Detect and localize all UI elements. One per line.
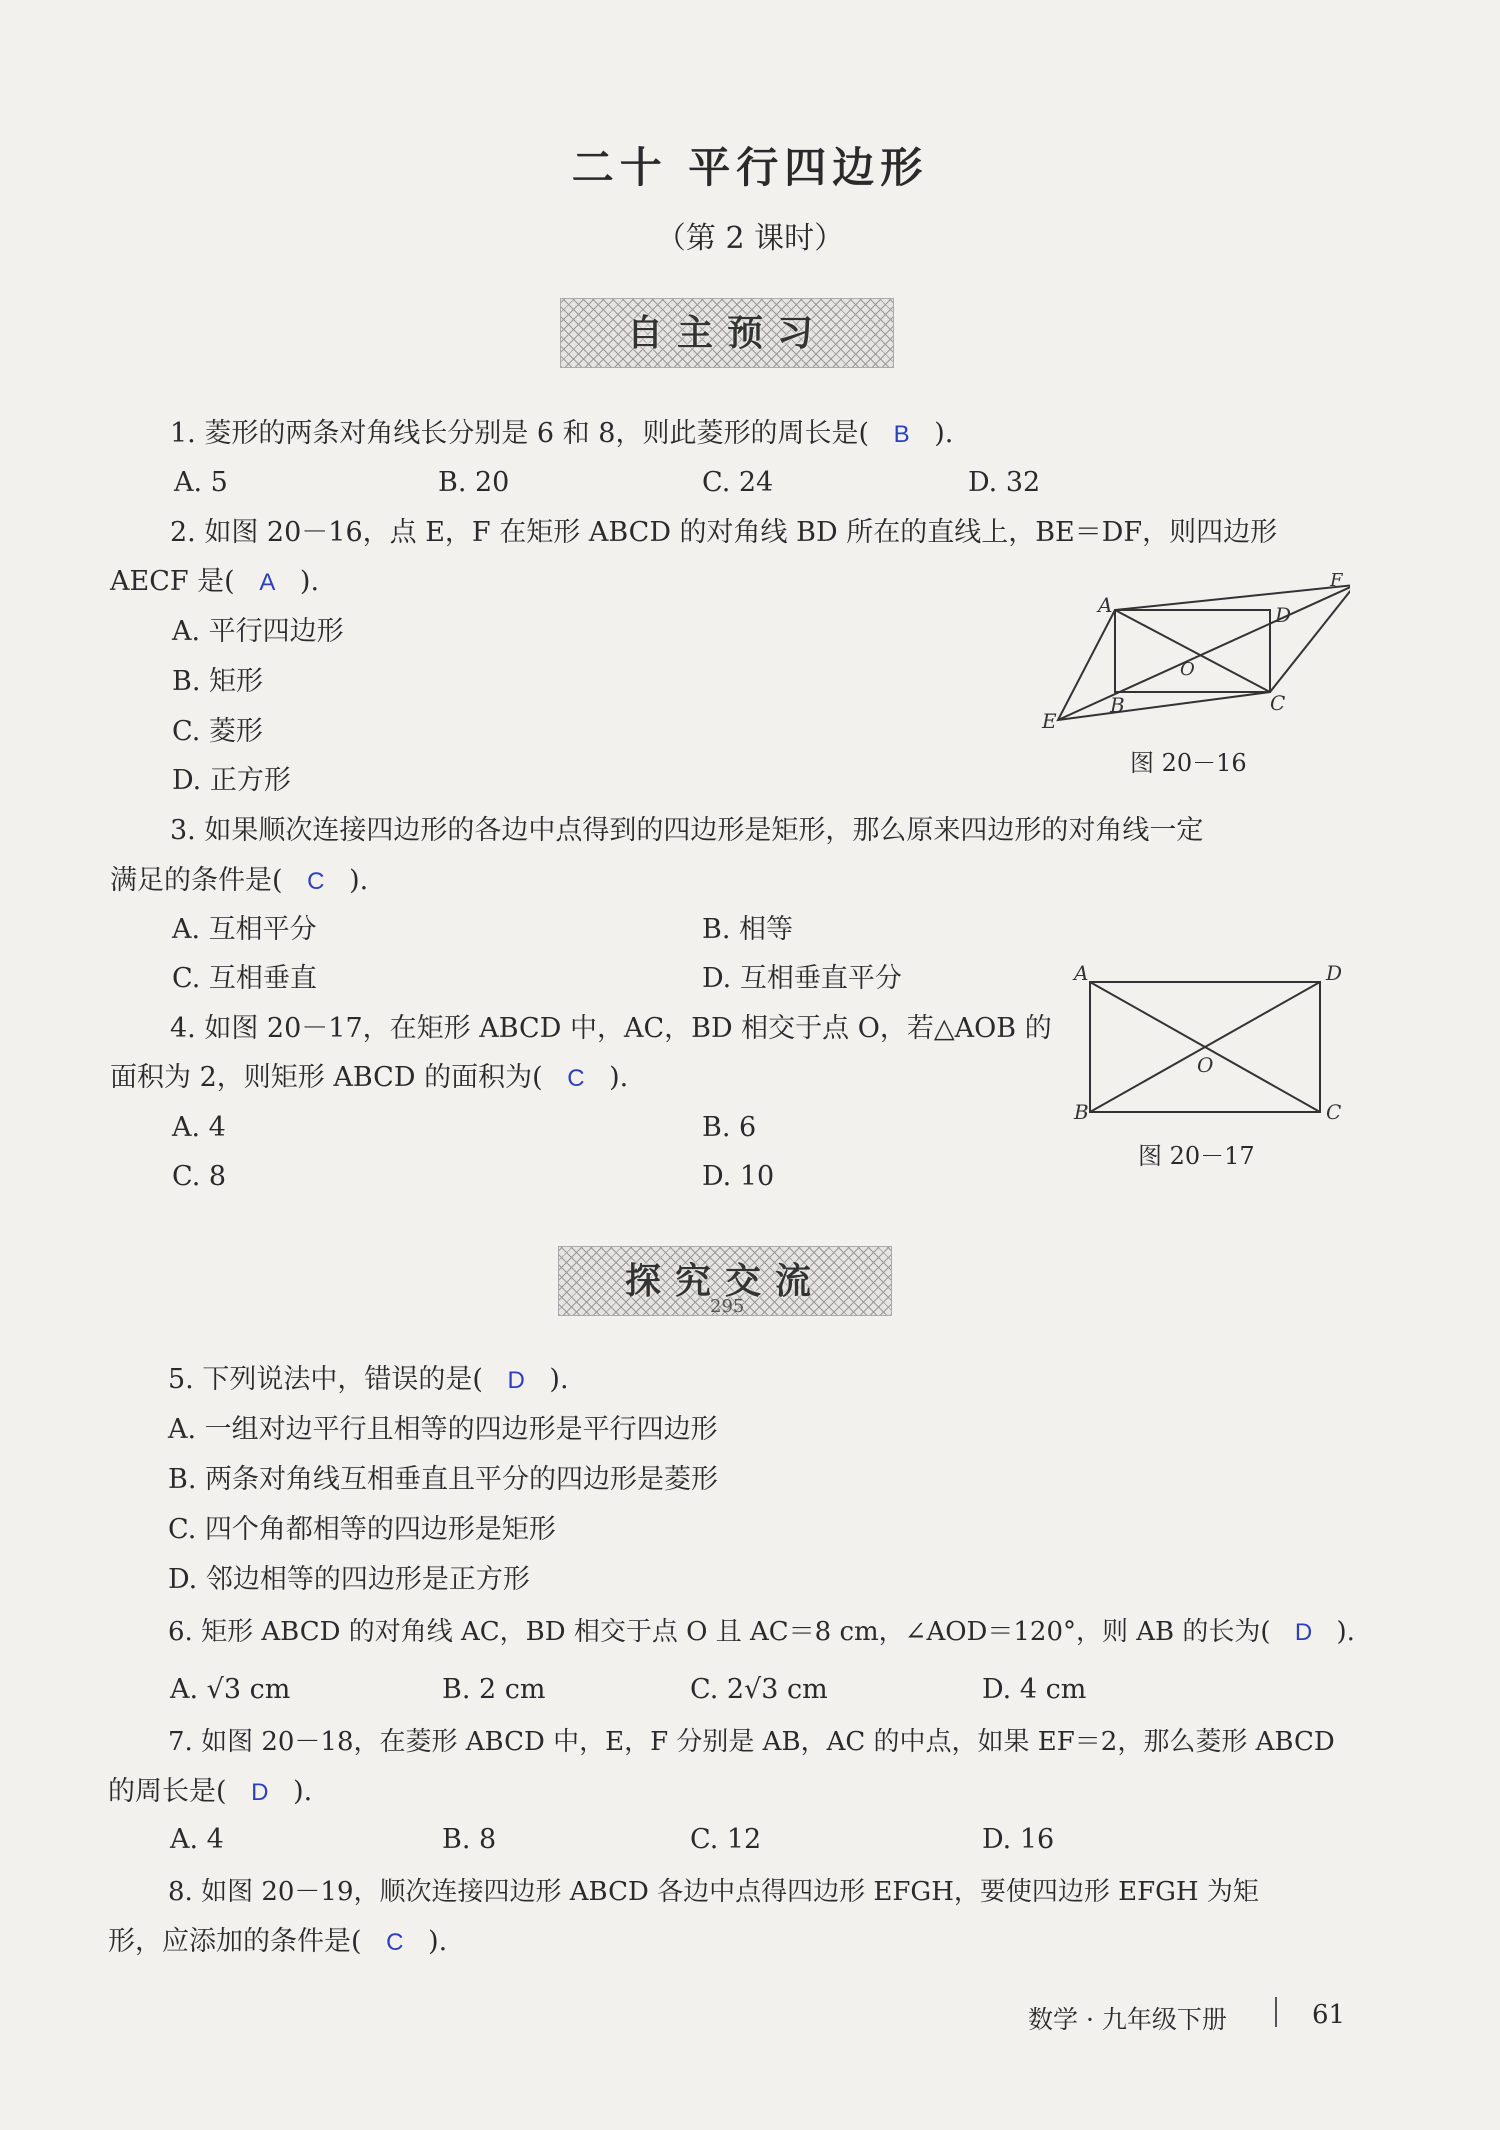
page-title: 二十 平行四边形	[571, 143, 929, 192]
label-O: O	[1197, 1053, 1214, 1077]
q4-option-b: B. 6	[702, 1112, 757, 1143]
question-1-answer: B	[893, 421, 910, 448]
q5-option-c: C. 四个角都相等的四边形是矩形	[168, 1514, 556, 1545]
question-5-answer: D	[507, 1367, 525, 1394]
question-7-text: 的周长是(	[108, 1776, 227, 1807]
question-3-close: ).	[349, 865, 369, 896]
q7-option-c: C. 12	[690, 1824, 762, 1855]
q1-option-a: A. 5	[174, 467, 228, 498]
figure-20-17	[1070, 962, 1350, 1132]
question-8-answer: C	[386, 1929, 404, 1956]
figure-20-16	[1030, 570, 1350, 740]
lesson-subtitle: （第 2 课时）	[655, 221, 845, 256]
q6-option-c: C. 2√3 cm	[690, 1674, 828, 1705]
question-2-line-2	[110, 564, 319, 601]
label-D: D	[1275, 603, 1292, 627]
q5-option-d: D. 邻边相等的四边形是正方形	[168, 1564, 530, 1595]
q1-option-c: C. 24	[702, 467, 774, 498]
question-7-close: ).	[293, 1776, 313, 1807]
label-O: O	[1180, 659, 1195, 680]
question-6	[168, 1614, 1355, 1651]
question-8-line-2	[108, 1924, 447, 1961]
q6-option-b: B. 2 cm	[442, 1674, 546, 1705]
question-1	[170, 416, 953, 453]
question-2-text: AECF 是(	[110, 566, 235, 597]
q5-option-b: B. 两条对角线互相垂直且平分的四边形是菱形	[168, 1464, 719, 1495]
question-2-close: ).	[299, 566, 320, 597]
footer-divider	[1275, 1997, 1277, 2027]
q7-option-a: A. 4	[170, 1824, 224, 1855]
q1-option-b: B. 20	[438, 467, 510, 498]
footer-book-title: 数学 · 九年级下册	[1028, 2005, 1227, 2034]
question-3-text: 满足的条件是(	[110, 865, 283, 896]
question-8-text: 形，应添加的条件是(	[108, 1926, 362, 1957]
label-D: D	[1326, 962, 1343, 985]
question-5	[168, 1362, 569, 1399]
section-banner-preview	[560, 298, 894, 368]
question-1-close: ).	[934, 418, 954, 449]
label-A: A	[1098, 593, 1113, 617]
q3-option-a: A. 互相平分	[172, 914, 317, 945]
question-4-close: ).	[609, 1062, 629, 1093]
label-F: F	[1330, 570, 1343, 591]
q7-option-b: B. 8	[442, 1824, 497, 1855]
question-2-line-1: 2. 如图 20－16，点 E，F 在矩形 ABCD 的对角线 BD 所在的直线上，BE＝DF，则四边形	[170, 517, 1278, 548]
question-3-line-2	[110, 863, 368, 900]
question-7-line-2	[108, 1774, 312, 1811]
question-4-answer: C	[567, 1065, 585, 1092]
question-6-close: ).	[1336, 1617, 1355, 1647]
q3-option-c: C. 互相垂直	[172, 963, 317, 994]
figure-20-16-caption: 图 20－16	[1130, 749, 1247, 777]
question-2-answer: A	[259, 569, 276, 596]
question-3-answer: C	[307, 868, 325, 895]
question-6-answer: D	[1294, 1619, 1313, 1646]
label-C: C	[1326, 1100, 1342, 1124]
question-8-line-1: 8. 如图 20－19，顺次连接四边形 ABCD 各边中点得四边形 EFGH，要使四边形 EFGH 为矩	[168, 1877, 1259, 1907]
q1-option-d: D. 32	[968, 467, 1041, 498]
q2-option-d: D. 正方形	[172, 765, 291, 796]
label-E: E	[1042, 709, 1057, 733]
label-B: B	[1110, 693, 1125, 717]
section-title-preview: 自主预习	[626, 312, 827, 354]
figure-20-17-caption: 图 20－17	[1138, 1142, 1255, 1170]
q7-option-d: D. 16	[982, 1824, 1055, 1855]
q3-option-b: B. 相等	[702, 914, 794, 945]
question-4-line-2	[110, 1060, 628, 1097]
question-7-answer: D	[251, 1779, 269, 1806]
q5-option-a: A. 一组对边平行且相等的四边形是平行四边形	[168, 1414, 718, 1445]
question-3-line-1: 3. 如果顺次连接四边形的各边中点得到的四边形是矩形，那么原来四边形的对角线一定	[170, 815, 1204, 846]
page-number: 61	[1312, 2000, 1346, 2030]
q6-option-d: D. 4 cm	[982, 1674, 1087, 1705]
label-A: A	[1074, 962, 1089, 985]
question-5-close: ).	[549, 1364, 569, 1395]
label-B: B	[1074, 1100, 1089, 1124]
question-6-text: 6. 矩形 ABCD 的对角线 AC，BD 相交于点 O 且 AC＝8 cm，∠AOD＝120°，则 AB 的长为(	[168, 1617, 1271, 1647]
section-title-explore: 探究交流	[624, 1260, 825, 1302]
q4-option-a: A. 4	[172, 1112, 226, 1143]
q3-option-d: D. 互相垂直平分	[702, 963, 902, 994]
label-C: C	[1270, 691, 1286, 715]
q2-option-a: A. 平行四边形	[172, 616, 344, 647]
q2-option-c: C. 菱形	[172, 716, 263, 747]
overlay-number: 295	[710, 1296, 745, 1317]
q4-option-c: C. 8	[172, 1161, 227, 1192]
question-5-text: 5. 下列说法中，错误的是(	[168, 1364, 483, 1395]
q4-option-d: D. 10	[702, 1161, 775, 1192]
q2-option-b: B. 矩形	[172, 666, 264, 697]
question-4-line-1: 4. 如图 20－17，在矩形 ABCD 中，AC，BD 相交于点 O，若△AOB 的	[170, 1013, 1052, 1044]
question-7-line-1: 7. 如图 20－18，在菱形 ABCD 中，E，F 分别是 AB，AC 的中点，如果 EF＝2，那么菱形 ABCD	[168, 1727, 1335, 1757]
question-8-close: ).	[428, 1926, 448, 1957]
question-4-text: 面积为 2，则矩形 ABCD 的面积为(	[110, 1062, 543, 1093]
q6-option-a: A. √3 cm	[170, 1674, 291, 1705]
question-1-text: 1. 菱形的两条对角线长分别是 6 和 8，则此菱形的周长是(	[170, 418, 869, 449]
